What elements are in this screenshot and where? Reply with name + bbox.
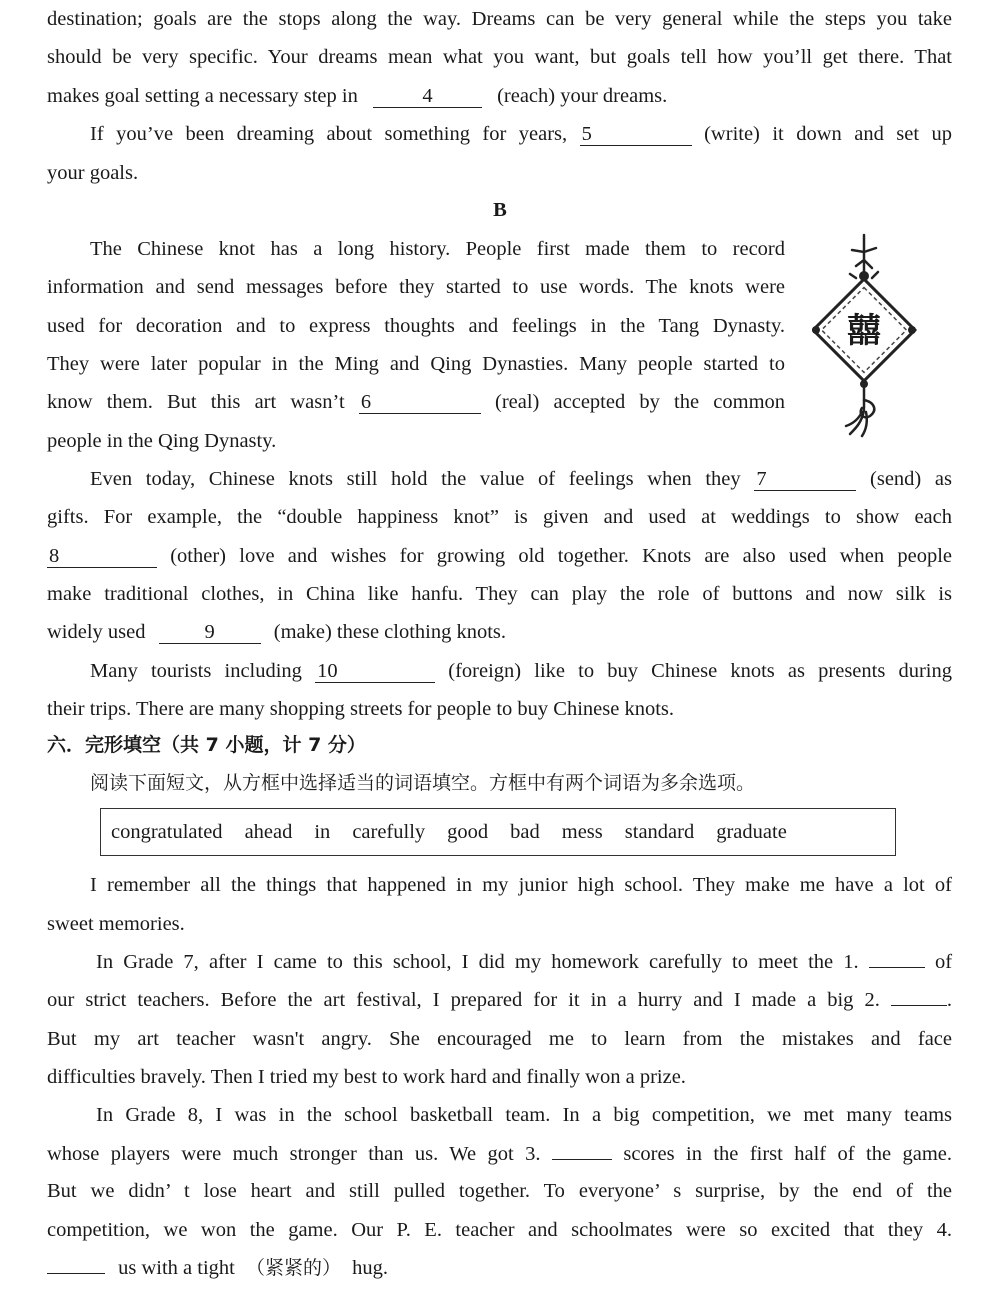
word-option: ahead <box>244 820 293 843</box>
text-segment: (real) accepted by the common <box>495 391 786 413</box>
text-segment: scores in the first half of the game. <box>623 1143 953 1165</box>
text-line <box>47 84 667 108</box>
text-line: But my art teacher wasn't angry. She encouraged me to learn from the mistakes and face <box>47 1028 952 1050</box>
answer-blank-10[interactable]: 10 <box>315 660 435 683</box>
word-option: in <box>314 820 331 843</box>
text-line: competition, we won the game. Our P. E. teacher and schoolmates were so excited that they 4. <box>47 1219 952 1241</box>
text-segment: hug. <box>352 1257 388 1279</box>
text-segment: makes goal setting a necessary step in <box>47 85 358 107</box>
word-option: good <box>447 820 489 843</box>
text-line: make traditional clothes, in China like hanfu. They can play the role of buttons and now silk is <box>47 583 952 605</box>
text-segment: of <box>934 951 953 973</box>
text-line <box>90 467 952 491</box>
text-line: In Grade 8, I was in the school basketball team. In a big competition, we met many teams <box>96 1104 952 1126</box>
text-line: sweet memories. <box>47 913 185 935</box>
text-segment: In Grade 7, after I came to this school, I did my homework carefully to meet the 1. <box>96 951 859 973</box>
text-line <box>90 122 952 146</box>
word-option: carefully <box>352 820 426 843</box>
text-line <box>90 659 952 683</box>
text-segment: (foreign) like to buy Chinese knots as presents during <box>448 660 952 682</box>
chinese-knot-illustration <box>812 230 924 440</box>
text-line <box>47 1256 388 1280</box>
text-segment: our strict teachers. Before the art festival, I prepared for it in a hurry and I made a big 2. <box>47 989 880 1011</box>
text-line: The Chinese knot has a long history. People first made them to record <box>90 238 785 260</box>
answer-blank-8[interactable]: 8 <box>47 545 157 568</box>
answer-blank-c1[interactable] <box>869 967 925 968</box>
word-option: congratulated <box>111 820 223 843</box>
text-segment: whose players were much stronger than us. We got 3. <box>47 1143 541 1165</box>
text-segment: . <box>946 989 952 1011</box>
section-heading-b: B <box>493 199 507 221</box>
text-segment: If you’ve been dreaming about something for years, <box>90 123 568 145</box>
text-segment: （紧紧的） <box>245 1257 341 1279</box>
answer-blank-7[interactable]: 7 <box>754 468 856 491</box>
text-segment: Many tourists including <box>90 660 302 682</box>
text-line: your goals. <box>47 162 139 184</box>
word-option: standard <box>624 820 695 843</box>
text-line <box>96 950 952 974</box>
instruction-text: 阅读下面短文，从方框中选择适当的词语填空。方框中有两个词语为多余选项。 <box>90 772 756 794</box>
text-line: I remember all the things that happened in my junior high school. They make me have a lot of <box>90 874 952 896</box>
text-line <box>47 620 506 644</box>
text-line: destination; goals are the stops along the way. Dreams can be very general while the steps you take <box>47 8 952 30</box>
answer-blank-c2[interactable] <box>891 1005 947 1006</box>
answer-blank-6[interactable]: 6 <box>359 391 481 414</box>
text-line: But we didn’ t lose heart and still pulled together. To everyone’ s surprise, by the end of the <box>47 1180 952 1202</box>
section-heading-six: 六．完形填空（共 7 小题，计 7 分） <box>47 734 366 756</box>
answer-blank-c3[interactable] <box>552 1159 612 1160</box>
answer-blank-5[interactable]: 5 <box>580 123 692 146</box>
text-segment: (reach) your dreams. <box>497 85 668 107</box>
text-line <box>47 390 785 414</box>
text-segment: Even today, Chinese knots still hold the value of feelings when they <box>90 468 741 490</box>
text-line <box>47 988 952 1012</box>
text-segment: (write) it down and set up <box>704 123 953 145</box>
word-option: bad <box>510 820 540 843</box>
answer-blank-c4[interactable] <box>47 1273 105 1274</box>
text-segment: widely used <box>47 621 146 643</box>
text-segment: (make) these clothing knots. <box>273 621 507 643</box>
answer-blank-4[interactable]: 4 <box>373 85 482 108</box>
word-box <box>100 808 896 856</box>
text-line: information and send messages before they started to use words. The knots were <box>47 276 785 298</box>
text-line: They were later popular in the Ming and Qing Dynasties. Many people started to <box>47 353 785 375</box>
text-segment: know them. But this art wasn’t <box>47 391 345 413</box>
word-option: graduate <box>716 820 787 843</box>
text-line <box>47 1142 952 1166</box>
text-segment: (other) love and wishes for growing old together. Knots are also used when people <box>170 545 952 567</box>
double-happiness-character: 囍 <box>847 311 881 351</box>
text-line: used for decoration and to express thoughts and feelings in the Tang Dynasty. <box>47 315 785 337</box>
text-line <box>47 544 952 568</box>
answer-blank-9[interactable]: 9 <box>159 621 261 644</box>
word-option: mess <box>561 820 603 843</box>
text-line: should be very specific. Your dreams mean what you want, but goals tell how you’ll get there. That <box>47 46 952 68</box>
text-segment: (send) as <box>870 468 953 490</box>
text-line: people in the Qing Dynasty. <box>47 430 277 452</box>
text-line: difficulties bravely. Then I tried my best to work hard and finally won a prize. <box>47 1066 686 1088</box>
text-segment: us with a tight <box>118 1257 235 1279</box>
text-line: gifts. For example, the “double happiness knot” is given and used at weddings to show each <box>47 506 952 528</box>
text-line: their trips. There are many shopping streets for people to buy Chinese knots. <box>47 698 675 720</box>
